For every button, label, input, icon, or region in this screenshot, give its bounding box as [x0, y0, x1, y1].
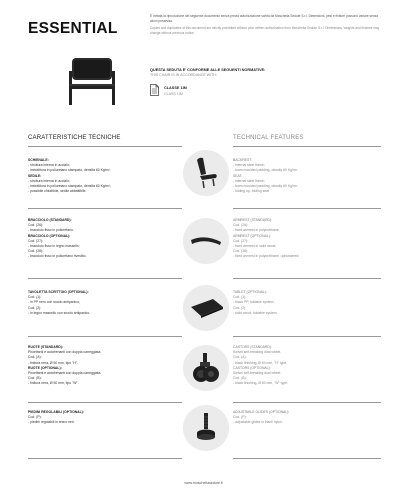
spec-line: - folding up, folding seat. — [233, 189, 270, 194]
section-heading-it: CARATTERISTICHE TECNICHE — [28, 135, 121, 141]
spec-line: - bracciolo fisso in legno massello; — [28, 244, 80, 249]
spec-heading: CASTORS (STANDARD): — [233, 345, 272, 349]
chair-shell-icon — [183, 150, 229, 196]
spec-heading: BRACCIOLO (STANDARD): — [28, 218, 72, 222]
spec-text-it — [28, 218, 178, 260]
spec-line: - bracciolo fisso in poliuretano. — [28, 228, 74, 233]
spec-text-en — [233, 290, 383, 316]
class-label-en: CLASS 1IM — [164, 92, 183, 96]
chair-front-illustration — [62, 55, 122, 107]
spec-line: - foam moulded padding, density 60 Kg/m³; — [233, 184, 298, 189]
divider — [233, 336, 381, 337]
spec-line: - finitura nera, Ø 50 mm, tipo "W". — [28, 381, 79, 386]
adjustable-glide-icon — [183, 405, 229, 451]
spec-line: Cod. (P): — [28, 415, 42, 420]
spec-heading: PIEDINI REGOLABILI (OPTIONAL): — [28, 410, 84, 414]
divider — [233, 278, 381, 279]
spec-line: - fixed armrest in polyurethane, upholstered. — [233, 254, 300, 259]
spec-line: Cod. (A): — [28, 355, 42, 360]
norm-subtitle: THIS CHAIR IS IN ACCORDANCE WITH: — [150, 73, 217, 77]
spec-line: Cod. (27): — [233, 238, 249, 243]
disclaimer-it: È vietata la riproduzione del seguente documento senza previa autorizzazione scritta da Moschella Sedute S.r.l. Dimensioni, pesi e finiture possono variare senza alcun preavviso. — [150, 14, 379, 23]
spec-line: Cod. (1): — [233, 295, 247, 300]
spec-line: - adjustable glides in black nylon. — [233, 420, 283, 425]
armrest-icon — [183, 218, 229, 264]
spec-heading: SEAT: — [233, 173, 243, 178]
spec-line: - finitura nera, Ø 50 mm, tipo "H". — [28, 360, 78, 365]
spec-heading: TABLET (OPTIONAL): — [233, 290, 267, 294]
writing-tablet-icon — [183, 285, 229, 331]
class-label-it: CLASSE 1IM — [164, 86, 187, 90]
spec-text-it — [28, 290, 178, 316]
spec-line: - struttura interna in acciaio; — [28, 163, 70, 168]
spec-line: Swivel self-breaking dual wheel. — [233, 371, 282, 376]
spec-text-it — [28, 158, 178, 194]
spec-heading: BRACCIOLO (OPTIONAL): — [28, 233, 71, 238]
spec-line: Cod. (28): — [28, 249, 44, 254]
spec-line: Cod. (27): — [28, 238, 44, 243]
spec-line: Cod. (28): — [233, 249, 249, 254]
spec-text-en — [233, 345, 383, 387]
divider — [28, 278, 182, 279]
norm-title: QUESTA SEDUTA E' CONFORME ALLE SEGUENTI NORMATIVE: — [150, 68, 266, 72]
spec-line: Cod. (B): — [233, 376, 247, 381]
spec-line: - struttura interna in acciaio; — [28, 178, 70, 183]
spec-line: - imbottitura in poliuretano stampato, densità 60 Kg/m³; — [28, 184, 111, 189]
spec-line: - black PP, foldable system; — [233, 300, 275, 305]
spec-line: Piroettanti e autofrenanti con doppia carreggiata. — [28, 350, 102, 355]
spec-line: - fixed armrest in polyurethane. — [233, 228, 280, 233]
spec-heading: RUOTE (STANDARD): — [28, 345, 63, 349]
spec-line: Cod. (P): — [233, 415, 247, 420]
castor-icon — [183, 345, 229, 391]
divider — [233, 458, 381, 459]
spec-line: Cod. (B): — [28, 376, 42, 381]
divider — [28, 208, 182, 209]
document-title: ESSENTIAL — [28, 20, 118, 37]
spec-heading: ADJUSTABLE GLIDES (OPTIONAL): — [233, 410, 290, 414]
spec-line: Cod. (26): — [233, 223, 249, 228]
section-heading-en: TECHNICAL FEATURES — [233, 135, 304, 141]
spec-text-en — [233, 158, 383, 194]
spec-heading: ARMREST (STANDARD): — [233, 218, 273, 222]
spec-text-it — [28, 410, 178, 426]
spec-line: Cod. (2): — [28, 305, 42, 310]
spec-line: - solid wood, foldable system. — [233, 310, 278, 315]
divider — [233, 402, 381, 403]
spec-line: - piedini regolabili in tecno neri. — [28, 420, 75, 425]
divider — [233, 208, 381, 209]
spec-line: Cod. (A): — [233, 355, 247, 360]
divider — [28, 146, 182, 147]
divider — [233, 146, 381, 147]
spec-line: Cod. (26): — [28, 223, 44, 228]
spec-line: - imbottitura in poliuretano stampato, densità 60 Kg/m³. — [28, 168, 111, 173]
spec-line: - internal steel frame; — [233, 178, 265, 183]
spec-line: - in legno massello con snodo antipanico. — [28, 310, 91, 315]
spec-line: - possibile chiudibile, sedile abbattibile. — [28, 189, 87, 194]
spec-text-it — [28, 345, 178, 387]
spec-heading: RUOTE (OPTIONAL): — [28, 365, 62, 370]
disclaimer — [150, 14, 385, 35]
divider — [28, 336, 182, 337]
document-icon — [150, 84, 159, 96]
footer-url[interactable]: www.moschellasedute.it — [184, 481, 223, 485]
spec-text-en — [233, 410, 383, 426]
spec-line: Piroettanti e autofrenanti con doppia carreggiata. — [28, 371, 102, 376]
spec-line: Cod. (2): — [233, 305, 247, 310]
spec-line: - bracciolo fisso in poliuretano rivestito. — [28, 254, 87, 259]
spec-heading: TAVOLETTA SCRITTOIO (OPTIONAL): — [28, 290, 89, 294]
spec-line: Cod. (1): — [28, 295, 42, 300]
spec-line: - black finishing, Ø 50 mm, "W" type. — [233, 381, 288, 386]
spec-line: Swivel self-breaking dual wheel. — [233, 350, 282, 355]
spec-line: - internal steel frame; — [233, 163, 265, 168]
spec-line: - in PP nero con snodo antipanico; — [28, 300, 80, 305]
spec-heading: CASTORS (OPTIONAL): — [233, 365, 271, 370]
disclaimer-en: Copies and duplicates of this document are strictly prohibited without prior written authorisation from Moschella Sedute S.r.l. Dimensions, weights and finishes may change without previous notice. — [150, 26, 380, 35]
spec-heading: SEDILE: — [28, 173, 42, 178]
spec-text-en — [233, 218, 383, 260]
divider — [28, 458, 182, 459]
spec-heading: BACKREST: — [233, 158, 252, 162]
divider — [28, 402, 182, 403]
spec-heading: SCHIENALE: — [28, 158, 49, 162]
spec-line: - fixed armrest in solid wood; — [233, 244, 277, 249]
spec-line: - black finishing, Ø 50 mm, "H" type. — [233, 360, 288, 365]
spec-heading: ARMREST (OPTIONAL): — [233, 233, 271, 238]
spec-line: - foam moulded padding, density 60 Kg/m³. — [233, 168, 298, 173]
